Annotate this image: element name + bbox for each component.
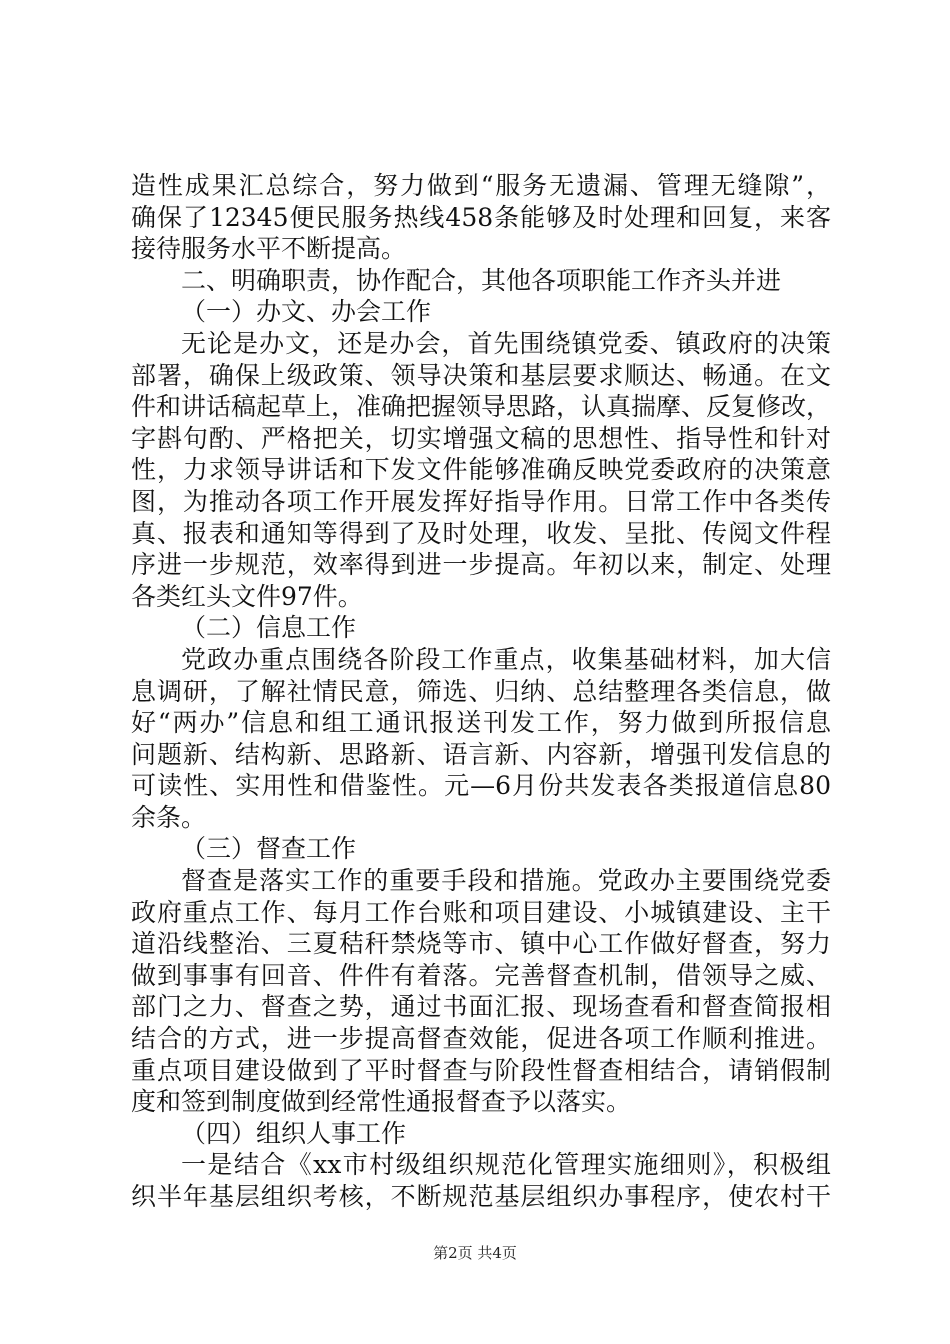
subsection-heading bbox=[131, 612, 831, 644]
text-line: （三）督查工作 bbox=[181, 834, 357, 864]
text-line: 度和签到制度做到经常性通报督查予以落实。 bbox=[131, 1087, 632, 1117]
text-line: 织半年基层组织考核，不断规范基层组织办事程序，使农村干 bbox=[131, 1182, 831, 1211]
text-line: 图，为推动各项工作开展发挥好指导作用。日常工作中各类传 bbox=[131, 486, 831, 516]
text-line: 字斟句酌、严格把关，切实增强文稿的思想性、指导性和针对 bbox=[131, 423, 831, 453]
paragraph bbox=[131, 865, 831, 1118]
text-line: 政府重点工作、每月工作台账和项目建设、小城镇建设、主干 bbox=[131, 897, 831, 927]
text-line: 党政办重点围绕各阶段工作重点，收集基础材料，加大信 bbox=[181, 644, 831, 674]
text-line: 督查是落实工作的重要手段和措施。党政办主要围绕党委 bbox=[181, 866, 831, 896]
paragraph bbox=[131, 328, 831, 612]
text-line: 件和讲话稿起草上，准确把握领导思路，认真揣摩、反复修改， bbox=[131, 392, 832, 422]
text-line: 二、明确职责，协作配合，其他各项职能工作齐头并进 bbox=[181, 265, 782, 295]
text-line: 性，力求领导讲话和下发文件能够准确反映党委政府的决策意 bbox=[131, 455, 831, 485]
text-line: 余条。 bbox=[131, 802, 207, 832]
text-line: 可读性、实用性和借鉴性。元—6月份共发表各类报道信息80 bbox=[131, 771, 831, 801]
text-line: 部门之力、督查之势，通过书面汇报、现场查看和督查简报相 bbox=[131, 992, 831, 1022]
text-line: 接待服务水平不断提高。 bbox=[131, 234, 407, 264]
text-line: 好“两办”信息和组工通讯报送刊发工作，努力做到所报信息 bbox=[131, 708, 831, 738]
text-line: 序进一步规范，效率得到进一步提高。年初以来，制定、处理 bbox=[131, 550, 831, 580]
text-line: 无论是办文，还是办会，首先围绕镇党委、镇政府的决策 bbox=[181, 328, 831, 358]
paragraph bbox=[131, 170, 831, 265]
text-line: 真、报表和通知等得到了及时处理，收发、呈批、传阅文件程 bbox=[131, 518, 831, 548]
text-line: （四）组织人事工作 bbox=[181, 1118, 407, 1148]
text-line: 道沿线整治、三夏秸秆禁烧等市、镇中心工作做好督查，努力 bbox=[131, 929, 831, 959]
text-line: 问题新、结构新、思路新、语言新、内容新，增强刊发信息的 bbox=[131, 739, 831, 769]
text-line: 息调研，了解社情民意，筛选、归纳、总结整理各类信息，做 bbox=[131, 676, 831, 706]
section-heading bbox=[131, 265, 831, 297]
document-body bbox=[131, 170, 831, 1213]
subsection-heading bbox=[131, 1118, 831, 1150]
text-line: 一是结合《xx市村级组织规范化管理实施细则》，积极组 bbox=[181, 1150, 831, 1180]
text-line: （一）办文、办会工作 bbox=[181, 297, 432, 327]
page-footer: 第2页 共4页 bbox=[433, 1244, 517, 1262]
text-line: 各类红头文件97件。 bbox=[131, 581, 363, 611]
text-line: 部署，确保上级政策、领导决策和基层要求顺达、畅通。在文 bbox=[131, 360, 831, 390]
text-line: 结合的方式，进一步提高督查效能，促进各项工作顺利推进。 bbox=[131, 1024, 831, 1054]
text-line: （二）信息工作 bbox=[181, 613, 357, 643]
paragraph bbox=[131, 644, 831, 834]
subsection-heading bbox=[131, 296, 831, 328]
text-line: 做到事事有回音、件件有着落。完善督查机制，借领导之威、 bbox=[131, 960, 831, 990]
paragraph bbox=[131, 1149, 831, 1212]
text-line: 重点项目建设做到了平时督查与阶段性督查相结合，请销假制 bbox=[131, 1055, 831, 1085]
text-line: 造性成果汇总综合，努力做到“服务无遗漏、管理无缝隙”， bbox=[131, 171, 831, 200]
subsection-heading bbox=[131, 833, 831, 865]
text-line: 确保了12345便民服务热线458条能够及时处理和回复，来客 bbox=[131, 202, 831, 232]
